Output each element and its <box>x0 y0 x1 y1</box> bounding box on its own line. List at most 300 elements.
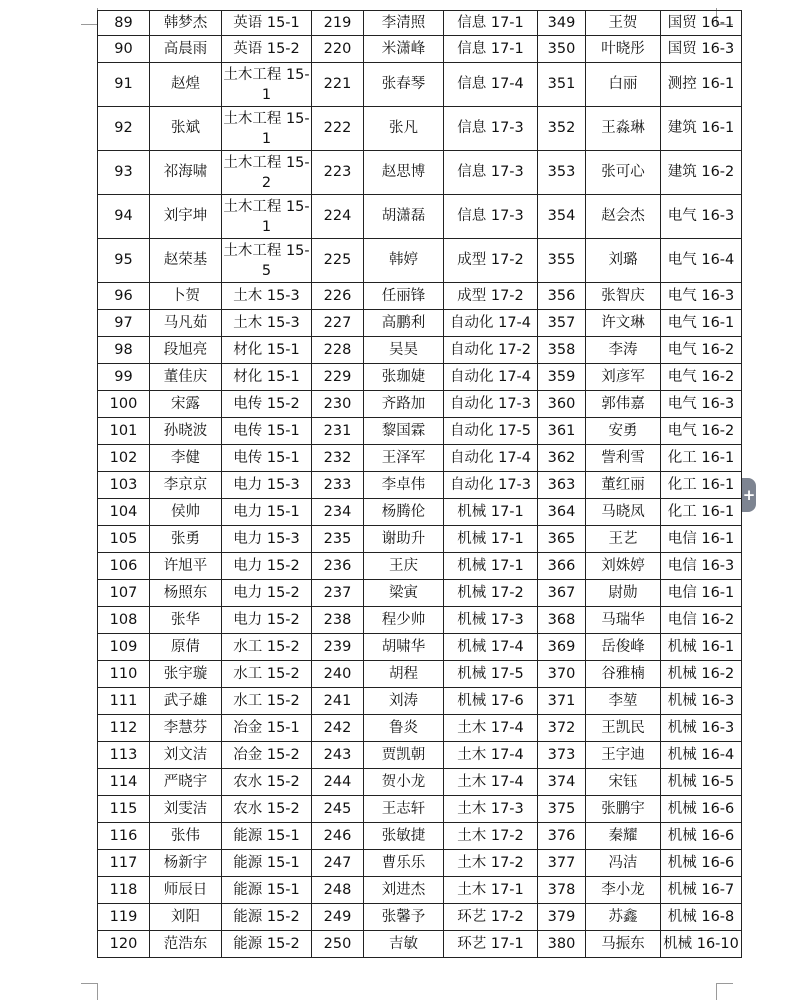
crop-mark-top-left <box>81 8 98 25</box>
student-class-cell: 机械 17-4 <box>444 634 538 661</box>
crop-mark-bottom-right <box>716 983 733 1000</box>
table-row <box>98 151 742 195</box>
student-class-cell: 电力 15-2 <box>222 580 312 607</box>
row-number-cell: 369 <box>538 634 586 661</box>
student-class-cell: 土木工程 15-1 <box>222 107 312 151</box>
row-number-cell: 357 <box>538 310 586 337</box>
student-name-cell: 范浩东 <box>150 931 222 958</box>
row-number-cell: 226 <box>312 283 364 310</box>
student-name-cell: 吴昊 <box>364 337 444 364</box>
row-number-cell: 223 <box>312 151 364 195</box>
student-class-cell: 土木 17-4 <box>444 742 538 769</box>
student-name-cell: 严晓宇 <box>150 769 222 796</box>
student-name-cell: 原倩 <box>150 634 222 661</box>
student-class-cell: 能源 15-1 <box>222 823 312 850</box>
student-class-cell: 自动化 17-4 <box>444 364 538 391</box>
student-name-cell: 段旭亮 <box>150 337 222 364</box>
student-class-cell: 信息 17-3 <box>444 151 538 195</box>
student-class-cell: 建筑 16-2 <box>661 151 742 195</box>
student-name-cell: 刘进杰 <box>364 877 444 904</box>
student-name-cell: 曹乐乐 <box>364 850 444 877</box>
row-number-cell: 370 <box>538 661 586 688</box>
student-class-cell: 机械 16-6 <box>661 850 742 877</box>
student-name-cell: 张宇璇 <box>150 661 222 688</box>
table-row <box>98 472 742 499</box>
student-name-cell: 梁寅 <box>364 580 444 607</box>
table-row <box>98 364 742 391</box>
student-class-cell: 冶金 15-1 <box>222 715 312 742</box>
student-class-cell: 能源 15-2 <box>222 904 312 931</box>
row-number-cell: 117 <box>98 850 150 877</box>
row-number-cell: 113 <box>98 742 150 769</box>
student-name-cell: 吉敏 <box>364 931 444 958</box>
row-number-cell: 235 <box>312 526 364 553</box>
student-class-cell: 建筑 16-1 <box>661 107 742 151</box>
student-name-cell: 郭伟嘉 <box>586 391 661 418</box>
student-name-cell: 王泽军 <box>364 445 444 472</box>
student-name-cell: 刘姝婷 <box>586 553 661 580</box>
student-name-cell: 张敏捷 <box>364 823 444 850</box>
student-class-cell: 机械 17-3 <box>444 607 538 634</box>
table-row <box>98 688 742 715</box>
student-class-cell: 冶金 15-2 <box>222 742 312 769</box>
row-number-cell: 230 <box>312 391 364 418</box>
student-name-cell: 李卓伟 <box>364 472 444 499</box>
student-class-cell: 测控 16-1 <box>661 63 742 107</box>
row-number-cell: 366 <box>538 553 586 580</box>
student-name-cell: 杨新宇 <box>150 850 222 877</box>
student-name-cell: 刘宇坤 <box>150 195 222 239</box>
row-number-cell: 351 <box>538 63 586 107</box>
student-name-cell: 宋钰 <box>586 769 661 796</box>
student-class-cell: 土木 17-4 <box>444 715 538 742</box>
row-number-cell: 239 <box>312 634 364 661</box>
student-class-cell: 电气 16-2 <box>661 364 742 391</box>
table-row <box>98 796 742 823</box>
row-number-cell: 110 <box>98 661 150 688</box>
student-class-cell: 土木工程 15-1 <box>222 195 312 239</box>
row-number-cell: 233 <box>312 472 364 499</box>
student-name-cell: 王宇迪 <box>586 742 661 769</box>
student-name-cell: 祁海啸 <box>150 151 222 195</box>
student-name-cell: 刘璐 <box>586 239 661 283</box>
row-number-cell: 89 <box>98 11 150 36</box>
student-name-cell: 师辰日 <box>150 877 222 904</box>
student-name-cell: 訾利雪 <box>586 445 661 472</box>
student-name-cell: 高鹏利 <box>364 310 444 337</box>
row-number-cell: 229 <box>312 364 364 391</box>
row-number-cell: 104 <box>98 499 150 526</box>
row-number-cell: 372 <box>538 715 586 742</box>
student-class-cell: 信息 17-1 <box>444 11 538 36</box>
student-class-cell: 机械 16-8 <box>661 904 742 931</box>
row-number-cell: 225 <box>312 239 364 283</box>
student-class-cell: 信息 17-4 <box>444 63 538 107</box>
student-class-cell: 信息 17-1 <box>444 36 538 63</box>
roster-body <box>98 11 742 958</box>
row-number-cell: 92 <box>98 107 150 151</box>
table-row <box>98 391 742 418</box>
student-class-cell: 环艺 17-2 <box>444 904 538 931</box>
plus-icon: + <box>742 486 756 504</box>
row-number-cell: 98 <box>98 337 150 364</box>
student-name-cell: 王庆 <box>364 553 444 580</box>
row-number-cell: 116 <box>98 823 150 850</box>
student-class-cell: 信息 17-3 <box>444 107 538 151</box>
student-class-cell: 电信 16-3 <box>661 553 742 580</box>
student-name-cell: 张凡 <box>364 107 444 151</box>
student-name-cell: 刘阳 <box>150 904 222 931</box>
side-panel-handle[interactable] <box>742 478 756 512</box>
student-name-cell: 张伟 <box>150 823 222 850</box>
student-name-cell: 高晨雨 <box>150 36 222 63</box>
student-class-cell: 土木工程 15-1 <box>222 63 312 107</box>
row-number-cell: 359 <box>538 364 586 391</box>
student-name-cell: 马晓凤 <box>586 499 661 526</box>
student-name-cell: 宋露 <box>150 391 222 418</box>
student-name-cell: 安勇 <box>586 418 661 445</box>
student-class-cell: 土木 17-1 <box>444 877 538 904</box>
student-class-cell: 电气 16-3 <box>661 283 742 310</box>
row-number-cell: 249 <box>312 904 364 931</box>
table-row <box>98 445 742 472</box>
row-number-cell: 97 <box>98 310 150 337</box>
student-name-cell: 李小龙 <box>586 877 661 904</box>
table-row <box>98 742 742 769</box>
student-class-cell: 电气 16-2 <box>661 337 742 364</box>
student-name-cell: 叶晓彤 <box>586 36 661 63</box>
table-row <box>98 661 742 688</box>
row-number-cell: 241 <box>312 688 364 715</box>
student-name-cell: 许文琳 <box>586 310 661 337</box>
student-name-cell: 赵煌 <box>150 63 222 107</box>
student-name-cell: 胡潇磊 <box>364 195 444 239</box>
student-class-cell: 土木 15-3 <box>222 310 312 337</box>
row-number-cell: 363 <box>538 472 586 499</box>
row-number-cell: 107 <box>98 580 150 607</box>
table-row <box>98 11 742 36</box>
row-number-cell: 222 <box>312 107 364 151</box>
student-name-cell: 赵思博 <box>364 151 444 195</box>
student-name-cell: 杨腾伦 <box>364 499 444 526</box>
row-number-cell: 365 <box>538 526 586 553</box>
student-class-cell: 电信 16-2 <box>661 607 742 634</box>
student-name-cell: 王淼琳 <box>586 107 661 151</box>
row-number-cell: 353 <box>538 151 586 195</box>
row-number-cell: 231 <box>312 418 364 445</box>
table-row <box>98 63 742 107</box>
row-number-cell: 352 <box>538 107 586 151</box>
student-class-cell: 能源 15-1 <box>222 850 312 877</box>
student-class-cell: 电气 16-2 <box>661 418 742 445</box>
student-class-cell: 土木 17-2 <box>444 850 538 877</box>
student-class-cell: 电力 15-2 <box>222 607 312 634</box>
row-number-cell: 234 <box>312 499 364 526</box>
row-number-cell: 94 <box>98 195 150 239</box>
student-name-cell: 岳俊峰 <box>586 634 661 661</box>
student-name-cell: 王志轩 <box>364 796 444 823</box>
row-number-cell: 238 <box>312 607 364 634</box>
student-class-cell: 机械 16-5 <box>661 769 742 796</box>
student-class-cell: 电力 15-1 <box>222 499 312 526</box>
row-number-cell: 367 <box>538 580 586 607</box>
row-number-cell: 227 <box>312 310 364 337</box>
table-row <box>98 337 742 364</box>
student-name-cell: 马凡茹 <box>150 310 222 337</box>
row-number-cell: 243 <box>312 742 364 769</box>
student-name-cell: 谷雅楠 <box>586 661 661 688</box>
row-number-cell: 101 <box>98 418 150 445</box>
row-number-cell: 111 <box>98 688 150 715</box>
row-number-cell: 362 <box>538 445 586 472</box>
row-number-cell: 380 <box>538 931 586 958</box>
student-name-cell: 孙晓波 <box>150 418 222 445</box>
row-number-cell: 349 <box>538 11 586 36</box>
student-name-cell: 齐路加 <box>364 391 444 418</box>
row-number-cell: 373 <box>538 742 586 769</box>
student-name-cell: 李堃 <box>586 688 661 715</box>
student-name-cell: 任丽锋 <box>364 283 444 310</box>
student-name-cell: 张斌 <box>150 107 222 151</box>
student-class-cell: 机械 17-6 <box>444 688 538 715</box>
student-name-cell: 张馨予 <box>364 904 444 931</box>
student-name-cell: 米潇峰 <box>364 36 444 63</box>
student-class-cell: 电传 15-1 <box>222 445 312 472</box>
row-number-cell: 90 <box>98 36 150 63</box>
student-class-cell: 英语 15-1 <box>222 11 312 36</box>
row-number-cell: 360 <box>538 391 586 418</box>
row-number-cell: 105 <box>98 526 150 553</box>
student-class-cell: 电传 15-1 <box>222 418 312 445</box>
crop-mark-bottom-left <box>81 983 98 1000</box>
table-row <box>98 715 742 742</box>
row-number-cell: 376 <box>538 823 586 850</box>
row-number-cell: 378 <box>538 877 586 904</box>
student-name-cell: 胡程 <box>364 661 444 688</box>
row-number-cell: 224 <box>312 195 364 239</box>
student-name-cell: 尉勋 <box>586 580 661 607</box>
row-number-cell: 102 <box>98 445 150 472</box>
student-name-cell: 刘雯洁 <box>150 796 222 823</box>
student-class-cell: 机械 16-4 <box>661 742 742 769</box>
row-number-cell: 108 <box>98 607 150 634</box>
row-number-cell: 119 <box>98 904 150 931</box>
row-number-cell: 100 <box>98 391 150 418</box>
student-class-cell: 机械 17-2 <box>444 580 538 607</box>
row-number-cell: 109 <box>98 634 150 661</box>
student-class-cell: 材化 15-1 <box>222 337 312 364</box>
row-number-cell: 112 <box>98 715 150 742</box>
student-name-cell: 胡啸华 <box>364 634 444 661</box>
student-name-cell: 鲁炎 <box>364 715 444 742</box>
student-class-cell: 化工 16-1 <box>661 472 742 499</box>
row-number-cell: 247 <box>312 850 364 877</box>
student-class-cell: 机械 16-6 <box>661 823 742 850</box>
student-name-cell: 张春琴 <box>364 63 444 107</box>
table-row <box>98 580 742 607</box>
student-class-cell: 电信 16-1 <box>661 526 742 553</box>
student-name-cell: 刘涛 <box>364 688 444 715</box>
student-class-cell: 自动化 17-3 <box>444 472 538 499</box>
student-name-cell: 韩婷 <box>364 239 444 283</box>
student-name-cell: 黎国霖 <box>364 418 444 445</box>
row-number-cell: 237 <box>312 580 364 607</box>
student-class-cell: 能源 15-1 <box>222 877 312 904</box>
student-class-cell: 国贸 16-1 <box>661 11 742 36</box>
table-row <box>98 418 742 445</box>
student-name-cell: 李健 <box>150 445 222 472</box>
student-name-cell: 赵会杰 <box>586 195 661 239</box>
student-class-cell: 机械 17-1 <box>444 499 538 526</box>
row-number-cell: 375 <box>538 796 586 823</box>
student-class-cell: 能源 15-2 <box>222 931 312 958</box>
student-class-cell: 电力 15-2 <box>222 553 312 580</box>
student-class-cell: 机械 16-1 <box>661 634 742 661</box>
table-row <box>98 634 742 661</box>
table-row <box>98 607 742 634</box>
student-name-cell: 王贺 <box>586 11 661 36</box>
student-name-cell: 杨照东 <box>150 580 222 607</box>
row-number-cell: 350 <box>538 36 586 63</box>
student-class-cell: 材化 15-1 <box>222 364 312 391</box>
row-number-cell: 95 <box>98 239 150 283</box>
row-number-cell: 236 <box>312 553 364 580</box>
student-class-cell: 土木工程 15-5 <box>222 239 312 283</box>
student-class-cell: 机械 16-6 <box>661 796 742 823</box>
roster-table <box>97 10 742 958</box>
student-class-cell: 农水 15-2 <box>222 769 312 796</box>
row-number-cell: 118 <box>98 877 150 904</box>
student-class-cell: 机械 16-7 <box>661 877 742 904</box>
student-name-cell: 李涛 <box>586 337 661 364</box>
row-number-cell: 244 <box>312 769 364 796</box>
student-name-cell: 董佳庆 <box>150 364 222 391</box>
student-class-cell: 电气 16-1 <box>661 310 742 337</box>
row-number-cell: 374 <box>538 769 586 796</box>
row-number-cell: 228 <box>312 337 364 364</box>
student-name-cell: 武子雄 <box>150 688 222 715</box>
student-class-cell: 自动化 17-4 <box>444 445 538 472</box>
row-number-cell: 115 <box>98 796 150 823</box>
student-class-cell: 土木 15-3 <box>222 283 312 310</box>
row-number-cell: 364 <box>538 499 586 526</box>
student-class-cell: 水工 15-2 <box>222 661 312 688</box>
row-number-cell: 371 <box>538 688 586 715</box>
student-class-cell: 成型 17-2 <box>444 239 538 283</box>
table-row <box>98 769 742 796</box>
student-class-cell: 自动化 17-4 <box>444 310 538 337</box>
table-row <box>98 310 742 337</box>
table-row <box>98 904 742 931</box>
student-name-cell: 冯洁 <box>586 850 661 877</box>
row-number-cell: 240 <box>312 661 364 688</box>
student-class-cell: 化工 16-1 <box>661 499 742 526</box>
table-row <box>98 239 742 283</box>
student-name-cell: 许旭平 <box>150 553 222 580</box>
table-row <box>98 283 742 310</box>
student-name-cell: 秦耀 <box>586 823 661 850</box>
row-number-cell: 103 <box>98 472 150 499</box>
row-number-cell: 355 <box>538 239 586 283</box>
student-name-cell: 李慧芬 <box>150 715 222 742</box>
student-name-cell: 王艺 <box>586 526 661 553</box>
student-class-cell: 土木工程 15-2 <box>222 151 312 195</box>
student-class-cell: 水工 15-2 <box>222 634 312 661</box>
student-class-cell: 电力 15-3 <box>222 526 312 553</box>
row-number-cell: 250 <box>312 931 364 958</box>
student-name-cell: 刘彦军 <box>586 364 661 391</box>
student-name-cell: 苏鑫 <box>586 904 661 931</box>
student-class-cell: 自动化 17-5 <box>444 418 538 445</box>
student-class-cell: 环艺 17-1 <box>444 931 538 958</box>
table-row <box>98 823 742 850</box>
row-number-cell: 91 <box>98 63 150 107</box>
table-row <box>98 107 742 151</box>
row-number-cell: 120 <box>98 931 150 958</box>
student-class-cell: 电传 15-2 <box>222 391 312 418</box>
student-class-cell: 机械 17-5 <box>444 661 538 688</box>
student-class-cell: 电气 16-3 <box>661 195 742 239</box>
student-name-cell: 王凯民 <box>586 715 661 742</box>
student-name-cell: 张智庆 <box>586 283 661 310</box>
student-class-cell: 电气 16-3 <box>661 391 742 418</box>
student-name-cell: 侯帅 <box>150 499 222 526</box>
row-number-cell: 220 <box>312 36 364 63</box>
student-class-cell: 机械 17-1 <box>444 553 538 580</box>
student-name-cell: 贺小龙 <box>364 769 444 796</box>
student-class-cell: 英语 15-2 <box>222 36 312 63</box>
student-class-cell: 农水 15-2 <box>222 796 312 823</box>
table-row <box>98 931 742 958</box>
student-class-cell: 机械 17-1 <box>444 526 538 553</box>
row-number-cell: 221 <box>312 63 364 107</box>
row-number-cell: 93 <box>98 151 150 195</box>
student-name-cell: 程少帅 <box>364 607 444 634</box>
student-name-cell: 张勇 <box>150 526 222 553</box>
student-name-cell: 马瑞华 <box>586 607 661 634</box>
student-class-cell: 土木 17-3 <box>444 796 538 823</box>
student-name-cell: 赵荣基 <box>150 239 222 283</box>
row-number-cell: 96 <box>98 283 150 310</box>
student-class-cell: 电信 16-1 <box>661 580 742 607</box>
row-number-cell: 106 <box>98 553 150 580</box>
table-row <box>98 195 742 239</box>
row-number-cell: 356 <box>538 283 586 310</box>
student-class-cell: 机械 16-3 <box>661 715 742 742</box>
student-name-cell: 张华 <box>150 607 222 634</box>
row-number-cell: 248 <box>312 877 364 904</box>
table-row <box>98 850 742 877</box>
student-name-cell: 张珈婕 <box>364 364 444 391</box>
student-class-cell: 机械 16-3 <box>661 688 742 715</box>
student-class-cell: 自动化 17-2 <box>444 337 538 364</box>
student-name-cell: 刘文洁 <box>150 742 222 769</box>
row-number-cell: 379 <box>538 904 586 931</box>
student-name-cell: 卜贺 <box>150 283 222 310</box>
table-row <box>98 553 742 580</box>
table-row <box>98 877 742 904</box>
student-class-cell: 信息 17-3 <box>444 195 538 239</box>
student-class-cell: 电力 15-3 <box>222 472 312 499</box>
row-number-cell: 246 <box>312 823 364 850</box>
student-name-cell: 贾凯朝 <box>364 742 444 769</box>
student-name-cell: 马振东 <box>586 931 661 958</box>
row-number-cell: 358 <box>538 337 586 364</box>
student-class-cell: 自动化 17-3 <box>444 391 538 418</box>
student-name-cell: 白丽 <box>586 63 661 107</box>
row-number-cell: 219 <box>312 11 364 36</box>
student-name-cell: 董红丽 <box>586 472 661 499</box>
